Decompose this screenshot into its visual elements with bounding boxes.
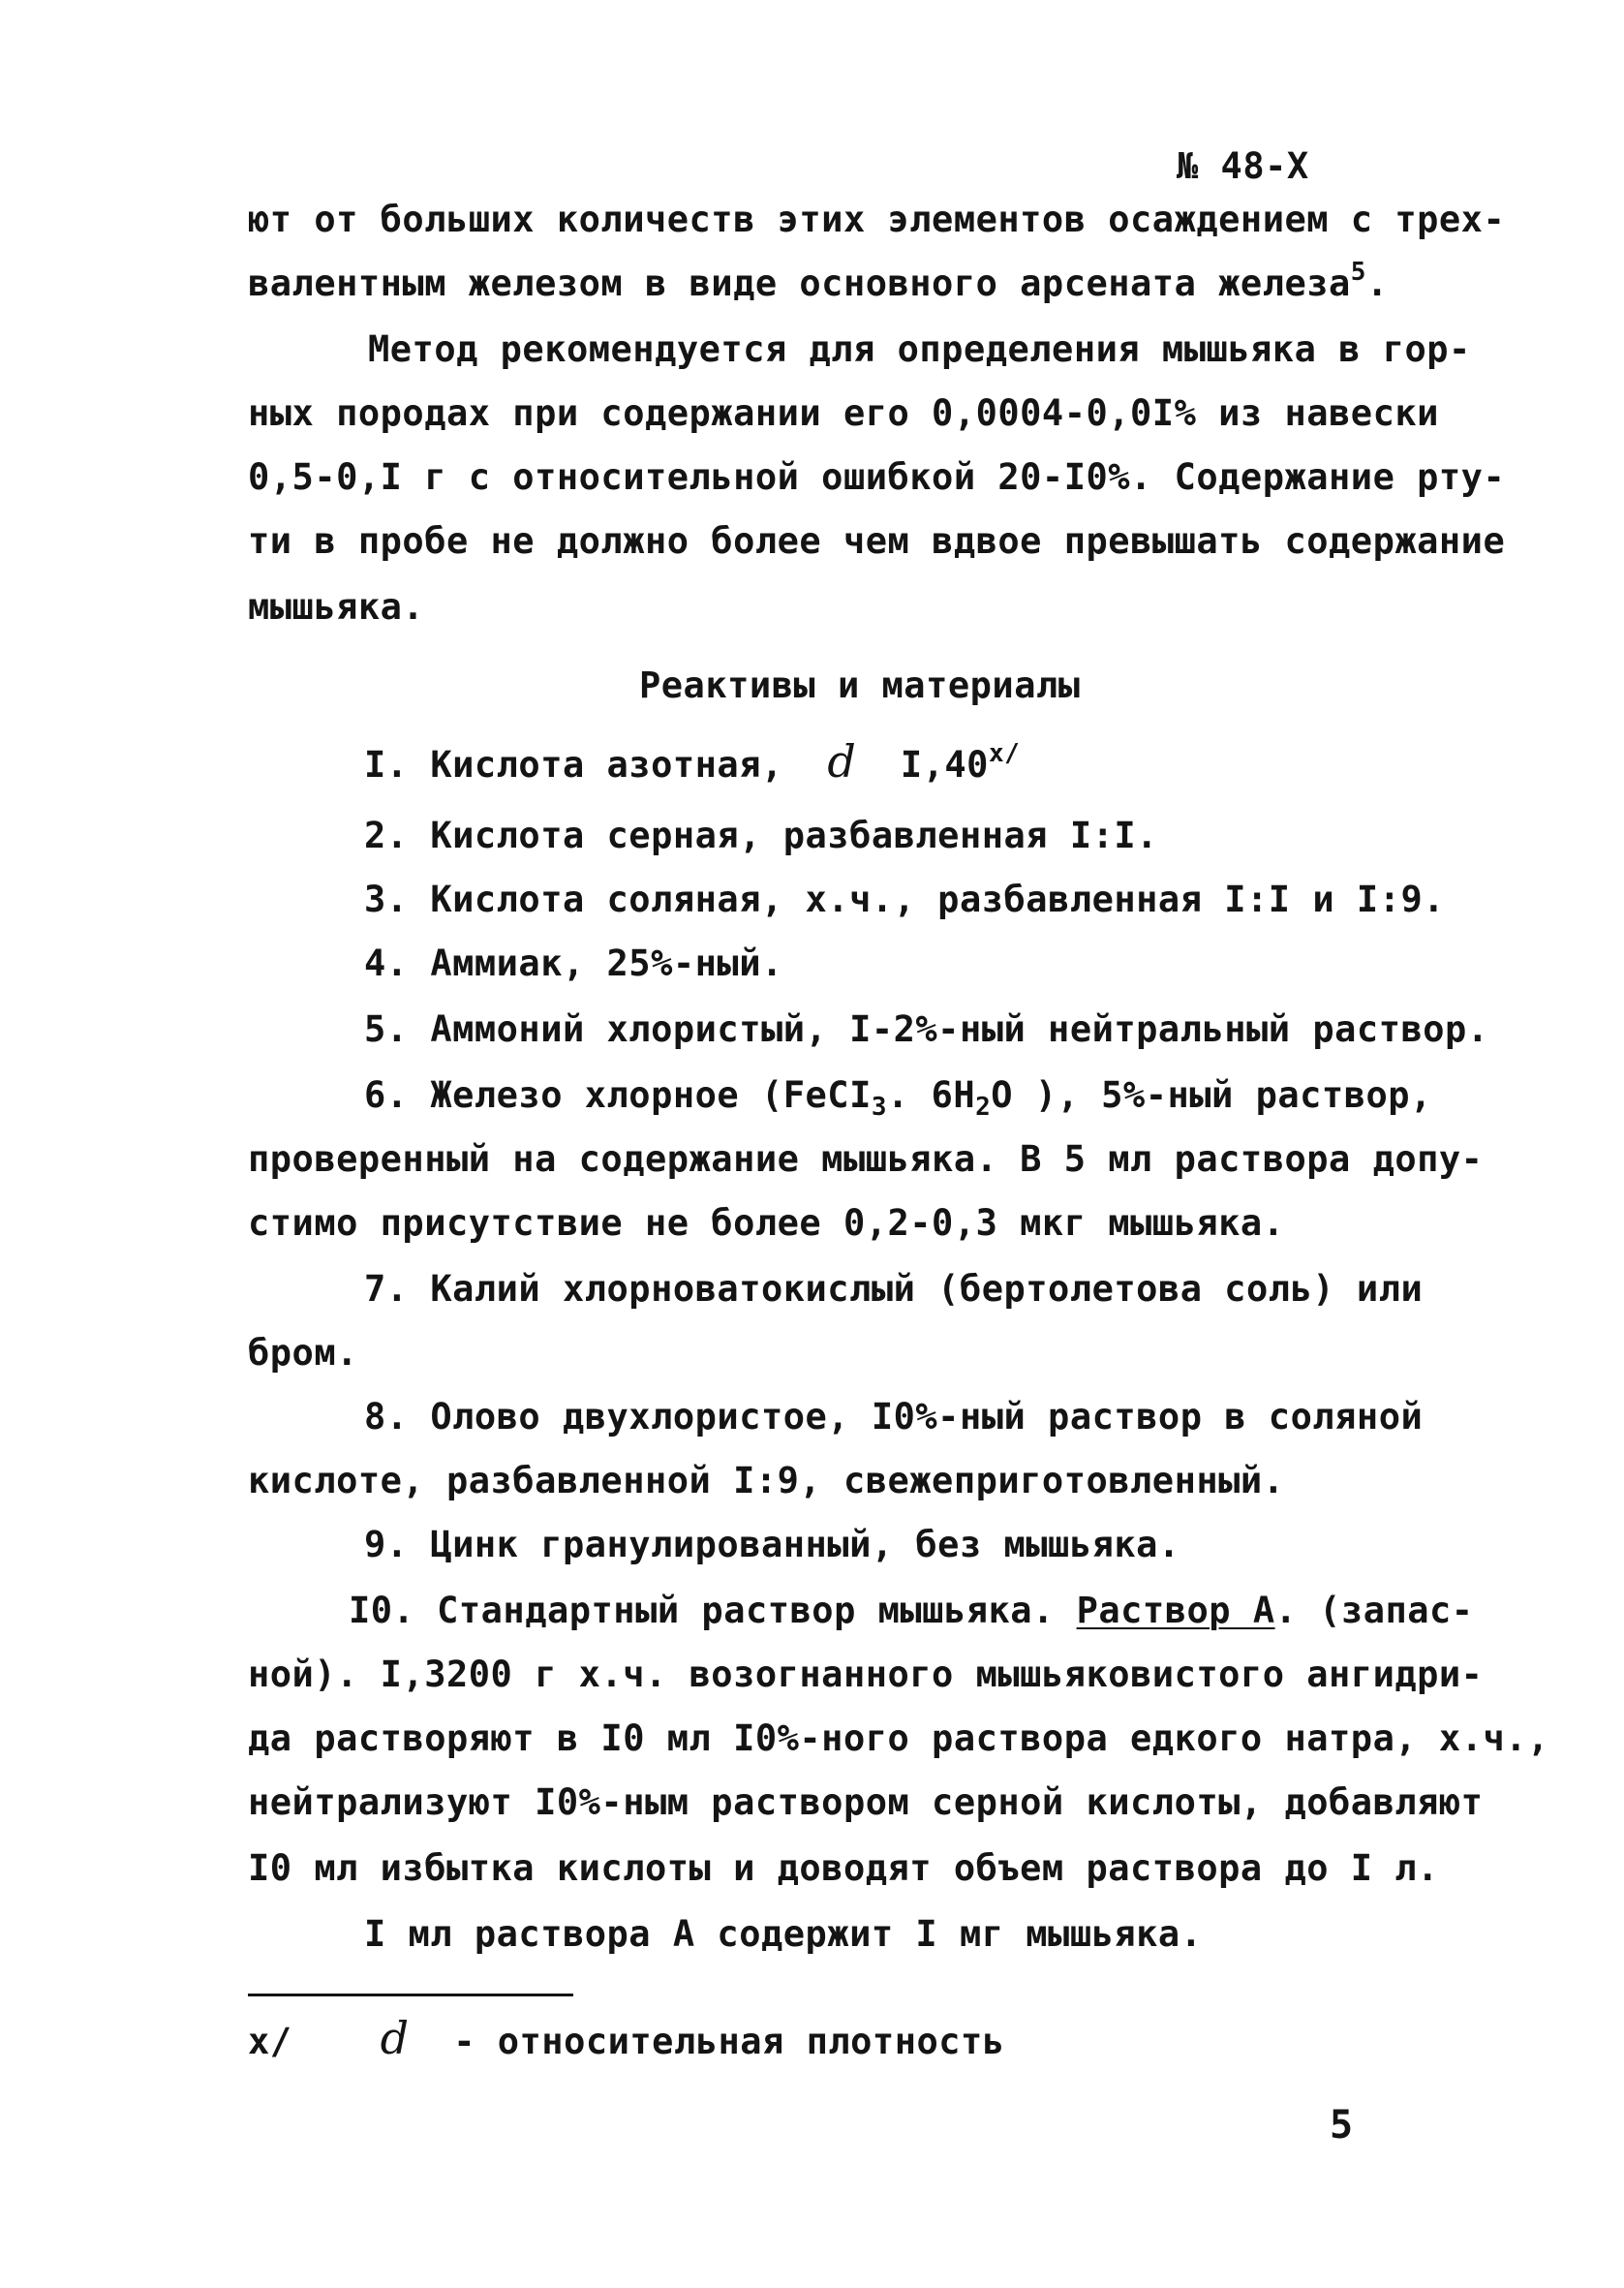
list-item: 4. Аммиак, 25%-ный. bbox=[364, 943, 783, 984]
text-line: Метод рекомендуется для определения мышьяка в гор- bbox=[368, 328, 1471, 370]
list-item: 9. Цинк гранулированный, без мышьяка. bbox=[364, 1524, 1180, 1565]
text-span: валентным железом в виде основного арсената железа bbox=[248, 263, 1351, 304]
text-line: бром. bbox=[248, 1332, 358, 1374]
subscript: 2 bbox=[975, 1093, 992, 1122]
footnote-divider bbox=[248, 1994, 573, 1996]
footnote-mark: x/ bbox=[248, 2021, 292, 2062]
list-item bbox=[364, 735, 1021, 788]
text-line: I мл раствора А содержит I мг мышьяка. bbox=[364, 1913, 1203, 1955]
text-line: мышьяка. bbox=[248, 586, 425, 628]
underlined-term: Раствор А bbox=[1076, 1590, 1275, 1631]
text-span: . bbox=[1365, 263, 1389, 304]
text-line: I0 мл избытка кислоты и доводят объем раствора до I л. bbox=[248, 1847, 1439, 1889]
text-line: кислоте, разбавленной I:9, свежеприготовленный. bbox=[248, 1460, 1285, 1501]
text-line: ют от больших количеств этих элементов осаждением с трех- bbox=[248, 199, 1506, 240]
footnote bbox=[248, 2012, 1005, 2064]
list-item: 3. Кислота соляная, х.ч., разбавленная I:I и I:9. bbox=[364, 879, 1446, 920]
text-line: да растворяют в I0 мл I0%-ного раствора едкого натра, х.ч., bbox=[248, 1717, 1549, 1759]
footnote-ref: 5 bbox=[1350, 258, 1366, 287]
footnote-text: - относительная плотность bbox=[453, 2021, 1005, 2062]
text-line bbox=[248, 258, 1389, 305]
density-symbol: d bbox=[827, 735, 857, 788]
text-line: ных породах при содержании его 0,0004-0,0I% из навески bbox=[248, 392, 1439, 434]
document-number: № 48-Х bbox=[1177, 145, 1309, 187]
text-span: . 6H bbox=[887, 1074, 976, 1116]
text-line: ной). I,3200 г х.ч. возогнанного мышьяковистого ангидри- bbox=[248, 1654, 1484, 1695]
text-span: O ), 5%-ный раствор, bbox=[991, 1074, 1432, 1116]
list-item bbox=[364, 1074, 1432, 1122]
text-line: нейтрализуют I0%-ным раствором серной кислоты, добавляют bbox=[248, 1781, 1484, 1823]
list-item: 8. Олово двухлористое, I0%-ный раствор в соляной bbox=[364, 1396, 1424, 1438]
text-span: . (запас- bbox=[1274, 1590, 1474, 1631]
list-item: 5. Аммоний хлористый, I-2%-ный нейтральный раствор. bbox=[364, 1008, 1489, 1050]
text-line: 0,5-0,I г с относительной ошибкой 20-I0%. Содержание рту- bbox=[248, 456, 1506, 498]
text-line: стимо присутствие не более 0,2-0,3 мкг мышьяка. bbox=[248, 1202, 1285, 1244]
list-item: 7. Калий хлорноватокислый (бертолетова соль) или bbox=[364, 1268, 1424, 1310]
text-span: I,40 bbox=[900, 744, 989, 786]
text-line: ти в пробе не должно более чем вдвое превышать содержание bbox=[248, 520, 1506, 562]
footnote-ref: x/ bbox=[988, 739, 1021, 768]
text-span: I. Кислота азотная, bbox=[364, 744, 783, 786]
density-symbol: d bbox=[380, 2012, 410, 2064]
page-number: 5 bbox=[1330, 2103, 1354, 2148]
text-span: 6. Железо хлорное (FeCI bbox=[364, 1074, 872, 1116]
text-line: проверенный на содержание мышьяка. В 5 мл раствора допу- bbox=[248, 1138, 1484, 1180]
list-item bbox=[349, 1590, 1474, 1632]
list-item: 2. Кислота серная, разбавленная I:I. bbox=[364, 815, 1158, 856]
subscript: 3 bbox=[871, 1093, 888, 1122]
text-span: I0. Стандартный раствор мышьяка. bbox=[349, 1590, 1077, 1631]
section-heading: Реактивы и материалы bbox=[639, 665, 1081, 706]
